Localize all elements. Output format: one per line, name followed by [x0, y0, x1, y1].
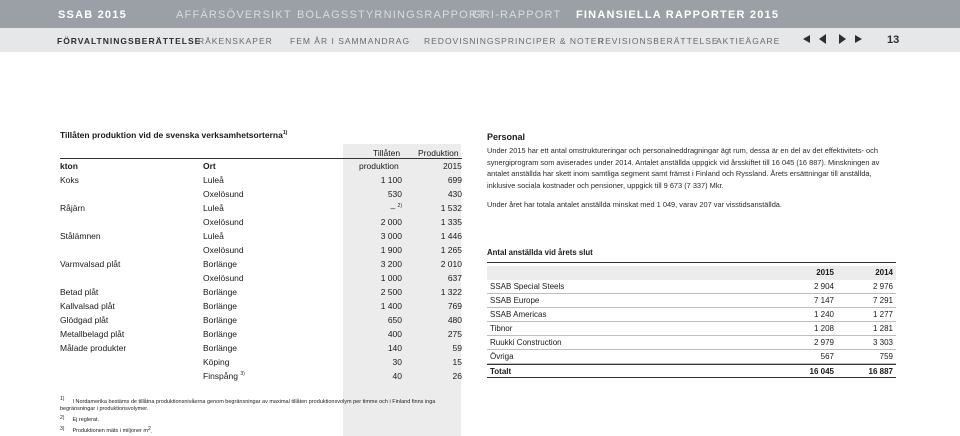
nav-affarsoversikt[interactable]: AFFÄRSÖVERSIKT [176, 9, 292, 21]
header-prod-2: 2015 [443, 161, 462, 171]
staff-col-2015: 2015 [816, 268, 834, 277]
staff-title-rule [487, 262, 896, 263]
staff-segment-name: SSAB Europe [490, 296, 540, 305]
header-ort: Ort [203, 161, 216, 171]
footnote: $^{1)}$ I Nordamerika bestäms de tillåtna produktionsnivåerna genom begränsningar av maximal tillåten produktionsvolym per timme och i Finland finns inga begränsningar i produktionsvolymer. [60, 396, 436, 413]
production-table [60, 130, 462, 381]
product-cell: Kallvalsad plåt [60, 301, 115, 311]
personal-paragraph-2: Under året har totala antalet anställda minskat med 1 049, varav 207 var visstidsanställda. [487, 200, 782, 209]
staff-value-2014: 7 291 [872, 296, 893, 305]
subnav-revisionsberattelse[interactable]: REVISIONSBERÄTTELSE [598, 36, 719, 46]
allowed-production-cell: 1 900 [380, 245, 402, 255]
header-allowed-1: Tillåten [373, 148, 401, 158]
staff-value-2014: 3 303 [872, 338, 893, 347]
allowed-production-cell: 1 400 [380, 301, 402, 311]
allowed-production-cell: – $^{2)}$ [390, 203, 402, 213]
header-rule [60, 158, 462, 159]
production-value-cell: 480 [447, 315, 462, 325]
table-row [60, 356, 462, 370]
staff-value-2015: 1 208 [813, 324, 834, 333]
staff-value-2015: 7 147 [813, 296, 834, 305]
table-row [60, 244, 462, 258]
production-value-cell: 1 532 [440, 203, 462, 213]
allowed-production-cell: 40 [392, 371, 402, 381]
subnav-forvaltningsberattelse[interactable]: FÖRVALTNINGSBERÄTTELSE [57, 36, 202, 46]
nav-finansiella-rapporter[interactable]: FINANSIELLA RAPPORTER 2015 [576, 9, 780, 21]
table-row [60, 174, 462, 188]
product-cell: Metallbelagd plåt [60, 329, 125, 339]
staff-value-2014: 1 281 [872, 324, 893, 333]
staff-value-2015: 2 904 [813, 282, 834, 291]
staff-rows [487, 280, 896, 378]
table-row [60, 230, 462, 244]
staff-table [487, 248, 896, 378]
place-cell: Köping [203, 357, 230, 367]
allowed-production-cell: 2 500 [380, 287, 402, 297]
allowed-production-cell: 3 000 [380, 231, 402, 241]
staff-value-2015: 567 [820, 352, 834, 361]
table-row [487, 350, 896, 364]
staff-table-header [487, 266, 896, 280]
header-allowed-2: produktion [359, 161, 399, 171]
footnote: $^{2)}$ Ej reglerat. [60, 414, 100, 424]
production-value-cell: 1 322 [440, 287, 462, 297]
place-cell: Oxelösund [203, 245, 244, 255]
place-cell: Luleå [203, 231, 224, 241]
production-value-cell: 637 [447, 273, 462, 283]
allowed-production-cell: 140 [387, 343, 402, 353]
production-table-title: Tillåten produktion vid de svenska verksamhetsorterna$^{1)}$ [60, 130, 288, 140]
prev-page-icon[interactable] [817, 33, 829, 48]
place-cell: Borlänge [203, 259, 238, 269]
production-value-cell: 1 265 [440, 245, 462, 255]
footnotes [60, 396, 460, 436]
back-icon[interactable] [800, 33, 812, 48]
personal-section [487, 132, 897, 211]
table-row [60, 328, 462, 342]
place-cell: Borlänge [203, 343, 238, 353]
staff-value-2014: 2 976 [872, 282, 893, 291]
staff-segment-name: Tibnor [490, 324, 513, 333]
subnav-rakenskaper[interactable]: RÄKENSKAPER [198, 36, 273, 46]
product-cell: Stålämnen [60, 231, 101, 241]
production-value-cell: 1 335 [440, 217, 462, 227]
table-row [487, 294, 896, 308]
sub-navigation [0, 28, 960, 52]
personal-heading: Personal [487, 132, 526, 142]
table-row [60, 342, 462, 356]
production-rows [60, 174, 462, 384]
staff-segment-name: Ruukki Construction [490, 338, 562, 347]
staff-value-2014: 759 [879, 352, 893, 361]
nav-gri-rapport[interactable]: GRI-RAPPORT [472, 9, 562, 21]
staff-table-title: Antal anställda vid årets slut [487, 248, 593, 257]
place-cell: Luleå [203, 175, 224, 185]
subnav-aktieagare[interactable]: AKTIEÄGARE [716, 36, 781, 46]
staff-segment-name: SSAB Americas [490, 310, 547, 319]
table-row [60, 216, 462, 230]
table-row [60, 286, 462, 300]
product-cell: Betad plåt [60, 287, 99, 297]
place-cell: Borlänge [203, 329, 238, 339]
production-value-cell: 15 [452, 357, 462, 367]
table-row [60, 272, 462, 286]
allowed-production-cell: 1 100 [380, 175, 402, 185]
allowed-production-cell: 3 200 [380, 259, 402, 269]
production-value-cell: 2 010 [440, 259, 462, 269]
table-row [60, 202, 462, 216]
table-row [487, 336, 896, 350]
product-cell: Råjärn [60, 203, 86, 213]
table-row [60, 370, 462, 384]
place-cell: Borlänge [203, 301, 238, 311]
production-value-cell: 430 [447, 189, 462, 199]
allowed-production-cell: 530 [387, 189, 402, 199]
product-cell: Koks [60, 175, 79, 185]
place-cell: Oxelösund [203, 273, 244, 283]
allowed-production-cell: 30 [392, 357, 402, 367]
footnote: $^{3)}$ Produktionen mäts i miljoner $m^2$. [60, 425, 153, 435]
allowed-production-cell: 1 000 [380, 273, 402, 283]
header-prod-1: Produktion [418, 148, 459, 158]
place-cell: Finspång $^{3)}$ [203, 371, 245, 381]
table-row [60, 300, 462, 314]
staff-segment-name: SSAB Special Steels [490, 282, 565, 291]
allowed-production-cell: 2 000 [380, 217, 402, 227]
table-row [60, 188, 462, 202]
table-row [487, 280, 896, 294]
top-navigation [0, 0, 960, 28]
brand-ssab-2015[interactable]: SSAB 2015 [58, 9, 127, 21]
production-value-cell: 1 446 [440, 231, 462, 241]
place-cell: Oxelösund [203, 217, 244, 227]
personal-paragraph-1: Under 2015 har ett antal omstruktureringar och personalneddragningar ägt rum, dessa är en del av det effektivitets- och synergiprogram som aviserades under 2014. Antalet anställda uppgick vid årsskiftet till 16 045 (16 887). Minskningen av antalet anställda har skett inom samtliga segment samt främst i Finland och Ryssland. Årets ersättningar till anställda, inklusive sociala kostnader och pensioner, uppgick till 9 673 (7 337) Mkr. [487, 146, 880, 190]
subnav-redovisningsprinciper[interactable]: REDOVISNINGSPRINCIPER & NOTER [424, 36, 605, 46]
staff-value-2015: 16 045 [809, 367, 834, 376]
production-value-cell: 769 [447, 301, 462, 311]
product-cell: Målade produkter [60, 343, 127, 353]
nav-bolagsstyrningsrapport[interactable]: BOLAGSSTYRNINGSRAPPORT [297, 9, 486, 21]
staff-value-2014: 16 887 [868, 367, 893, 376]
production-table-header [60, 144, 462, 170]
table-row [487, 322, 896, 336]
staff-segment-name: Totalt [490, 367, 512, 376]
staff-segment-name: Övriga [490, 352, 514, 361]
header-kton: kton [60, 161, 78, 171]
forward-icon[interactable] [853, 33, 865, 48]
next-page-icon[interactable] [836, 33, 848, 48]
production-value-cell: 26 [452, 371, 462, 381]
staff-value-2015: 2 979 [813, 338, 834, 347]
allowed-production-cell: 400 [387, 329, 402, 339]
table-row [487, 308, 896, 322]
place-cell: Borlänge [203, 315, 238, 325]
place-cell: Borlänge [203, 287, 238, 297]
subnav-fem-ar[interactable]: FEM ÅR I SAMMANDRAG [290, 36, 411, 46]
table-row [60, 314, 462, 328]
allowed-production-cell: 650 [387, 315, 402, 325]
production-value-cell: 275 [447, 329, 462, 339]
staff-total-row [487, 364, 896, 378]
place-cell: Luleå [203, 203, 224, 213]
product-cell: Glödgad plåt [60, 315, 109, 325]
page-number: 13 [887, 34, 900, 46]
place-cell: Oxelösund [203, 189, 244, 199]
production-value-cell: 59 [452, 343, 462, 353]
staff-col-2014: 2014 [875, 268, 893, 277]
table-row [60, 258, 462, 272]
production-value-cell: 699 [447, 175, 462, 185]
staff-value-2014: 1 277 [872, 310, 893, 319]
staff-value-2015: 1 240 [813, 310, 834, 319]
product-cell: Varmvalsad plåt [60, 259, 121, 269]
